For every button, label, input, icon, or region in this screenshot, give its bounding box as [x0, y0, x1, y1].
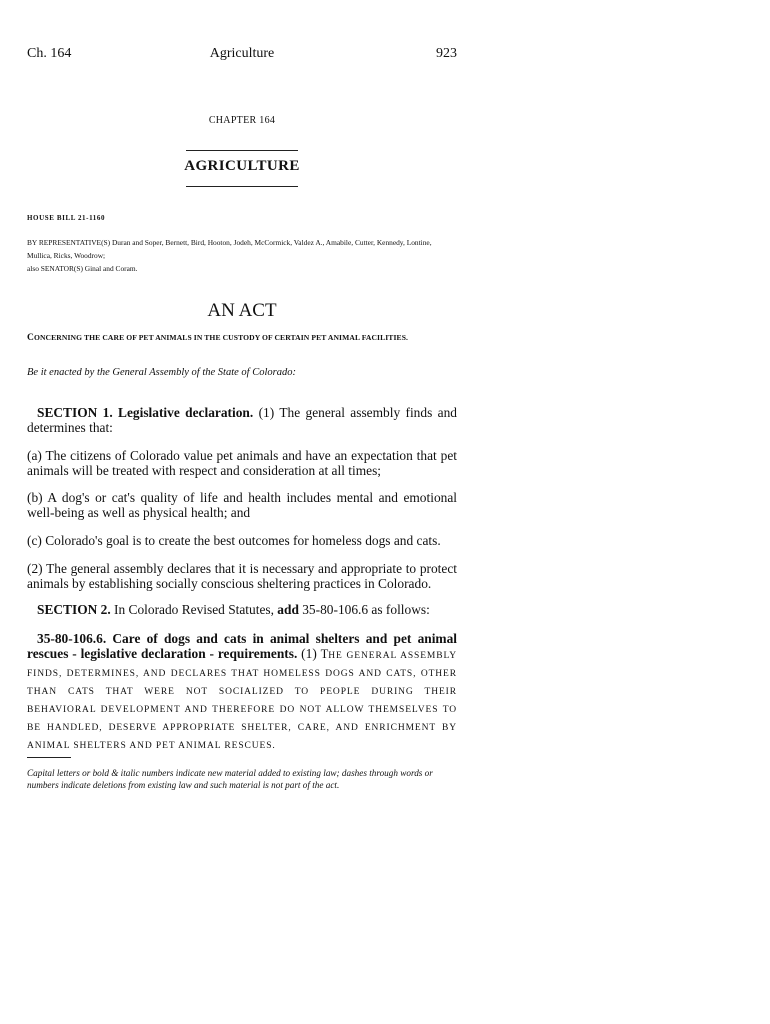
page-number: 923 — [436, 46, 457, 61]
statute-subsection: (1) — [297, 646, 321, 661]
section-1-paragraph — [27, 405, 457, 435]
section-1-item-c: (c) Colorado's goal is to create the best outcomes for homeless dogs and cats. — [27, 533, 441, 548]
section-2-add: add — [277, 602, 299, 617]
sponsors-block — [27, 236, 457, 275]
footnote-rule — [27, 757, 71, 758]
chapter-title: AGRICULTURE — [184, 158, 300, 174]
section-2-text-before: In Colorado Revised Statutes, — [110, 602, 278, 617]
statute-heading: 35-80-106.6. Care of dogs and cats in animal shelters and pet animal rescues - legislative declaration - requirements. — [27, 631, 457, 661]
chapter-label: CHAPTER 164 — [208, 115, 276, 126]
section-1-subsection-2: (2) The general assembly declares that it is necessary and appropriate to protect animals by establishing socially conscious sheltering practices in Colorado. — [27, 561, 457, 591]
concerning-initial: C — [27, 333, 34, 343]
section-1-item-a: (a) The citizens of Colorado value pet animals and have an expectation that pet animals will be treated with respect and consideration at all times; — [27, 448, 457, 478]
title-rule-bottom — [186, 186, 298, 187]
concerning-clause — [27, 333, 408, 343]
act-title: AN ACT — [207, 300, 277, 321]
statute-paragraph — [27, 631, 457, 754]
enacting-clause: Be it enacted by the General Assembly of the State of Colorado: — [27, 367, 296, 378]
section-2-heading: SECTION 2. — [37, 602, 111, 617]
statute-initial: T — [320, 647, 329, 661]
section-1-item-b: (b) A dog's or cat's quality of life and health includes mental and emotional well-being as well as physical health; and — [27, 490, 457, 520]
footnote: Capital letters or bold & italic numbers indicate new material added to existing law; dashes through words or numbers indicate deletions from existing law and such material is not part of the act. — [27, 768, 433, 790]
section-1-intro: (1) The general assembly finds and determines that: — [27, 405, 457, 435]
running-header-subject: Agriculture — [209, 46, 275, 61]
sponsors-representatives: BY REPRESENTATIVE(S) Duran and Soper, Bernett, Bird, Hooton, Jodeh, McCormick, Valdez A., Amabile, Cutter, Kennedy, Lontine, Mullica, Ricks, Woodrow; — [27, 238, 432, 260]
section-2-text-after: 35-80-106.6 as follows: — [298, 602, 430, 617]
section-1-heading: SECTION 1. Legislative declaration. — [37, 405, 254, 420]
concerning-text: ONCERNING THE CARE OF PET ANIMALS IN THE CUSTODY OF CERTAIN PET ANIMAL FACILITIES. — [33, 333, 409, 342]
bill-number: HOUSE BILL 21-1160 — [27, 214, 106, 222]
section-2-paragraph — [27, 602, 457, 617]
running-header-chapter: Ch. 164 — [27, 46, 72, 61]
title-rule-top — [186, 150, 298, 151]
sponsors-senators: also SENATOR(S) Ginal and Coram. — [27, 264, 138, 273]
statute-new-text: HE GENERAL ASSEMBLY FINDS, DETERMINES, AND DECLARES THAT HOMELESS DOGS AND CATS, OTHER THAN CATS THAT WERE NOT SOCIALIZED TO PEOPLE DURING THEIR BEHAVIORAL DEVELOPMENT AND THEREFORE DO NOT ALLOW THEMSELVES TO BE HANDLED, DESERVE APPROPRIATE SHELTER, CARE, AND ENRICHMENT BY ANIMAL SHELTERS AND PET ANIMAL RESCUES. — [27, 651, 457, 751]
